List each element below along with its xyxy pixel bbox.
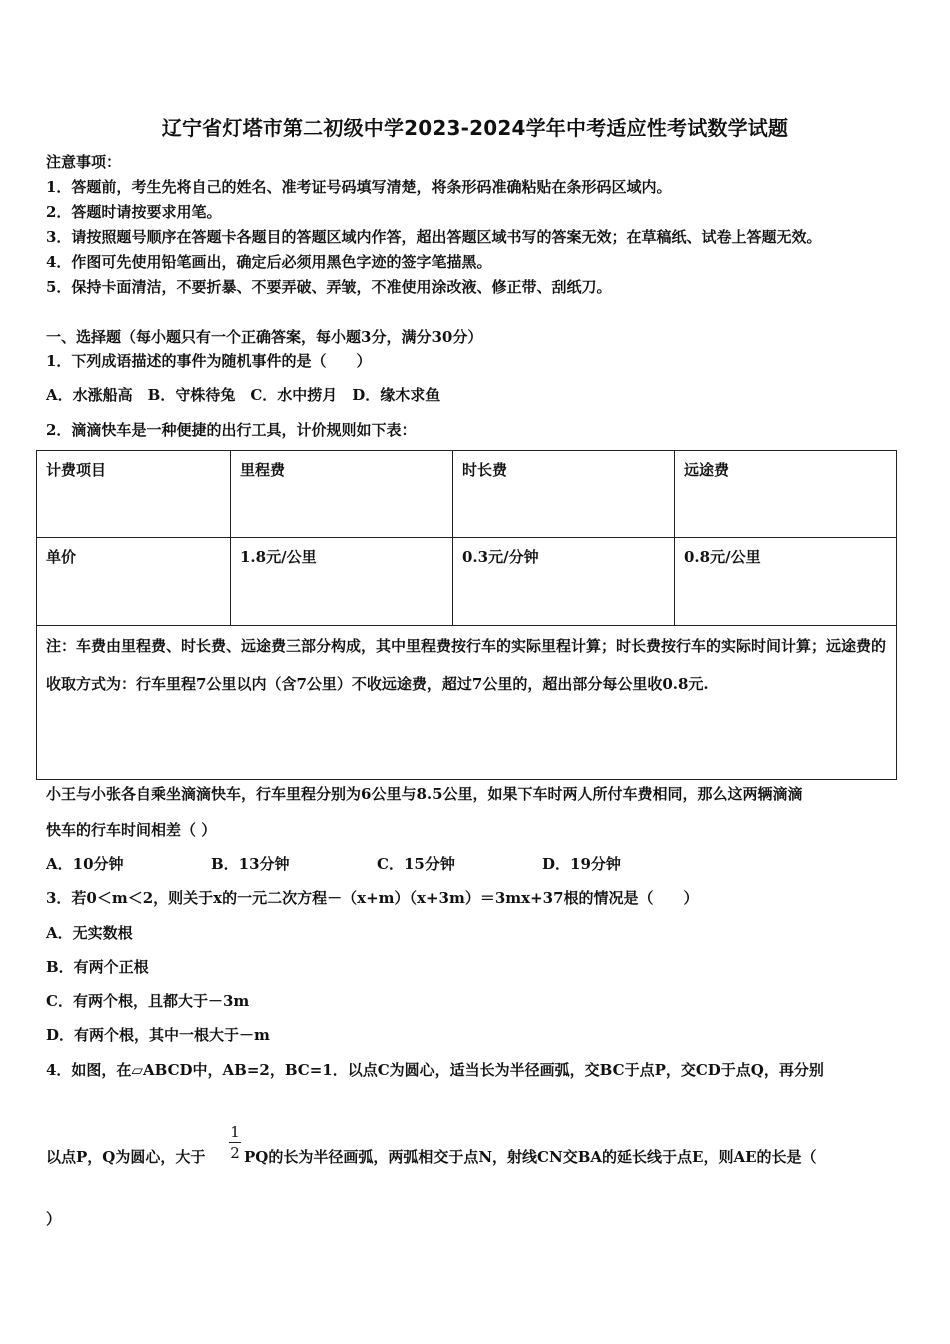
table-cell: 1.8元/公里 [231, 538, 453, 625]
q2-option-c: C．15分钟 [377, 855, 455, 873]
fraction-numerator: 1 [230, 1123, 240, 1141]
notice-item-3: 3．请按照题号顺序在答题卡各题目的答题区域内作答，超出答题区域书写的答案无效；在草稿纸、试卷上答题无效。 [46, 228, 822, 246]
q4-line-3: ） [46, 1210, 62, 1228]
fraction-one-half [229, 1123, 241, 1162]
q4-line-2-prefix: 以点P，Q为圆心，大于 [46, 1148, 206, 1166]
q2-text-line-2: 快车的行车时间相差（ ） [46, 821, 217, 839]
fare-table-note-row [37, 625, 897, 779]
table-cell: 0.8元/公里 [675, 538, 897, 625]
q2-option-a: A．10分钟 [46, 855, 124, 873]
notice-item-5: 5．保持卡面清洁，不要折暴、不要弄破、弄皱，不准使用涂改液、修正带、刮纸刀。 [46, 278, 612, 296]
table-header-cell: 计费项目 [37, 451, 231, 538]
table-note: 注：车费由里程费、时长费、远途费三部分构成，其中里程费按行车的实际里程计算；时长费按行车的实际时间计算；远途费的收取方式为：行车里程7公里以内（含7公里）不收远途费，超过7公里的，超出部分每公里收0.8元. [37, 625, 897, 779]
fraction-denominator: 2 [230, 1144, 240, 1162]
q1-options: A．水涨船高 B．守株待兔 C．水中捞月 D．缘木求鱼 [46, 386, 441, 404]
q3-option-a: A．无实数根 [46, 924, 133, 942]
fare-table-price-row [37, 538, 897, 625]
section-heading: 一、选择题（每小题只有一个正确答案，每小题3分，满分30分） [46, 328, 483, 346]
q2-option-d: D．19分钟 [542, 855, 621, 873]
q3-option-c: C．有两个根，且都大于－3m [46, 992, 250, 1010]
q3-stem: 3．若0＜m＜2，则关于x的一元二次方程－（x+m）（x+3m）＝3mx+37根的情况是（ ） [46, 889, 699, 907]
table-cell: 0.3元/分钟 [453, 538, 675, 625]
table-header-cell: 时长费 [453, 451, 675, 538]
q4-line-1: 4．如图，在▱ABCD中，AB=2，BC=1．以点C为圆心，适当长为半径画弧，交BC于点P，交CD于点Q，再分别 [46, 1061, 824, 1079]
notice-item-4: 4．作图可先使用铅笔画出，确定后必须用黑色字迹的签字笔描黑。 [46, 253, 492, 271]
table-header-cell: 里程费 [231, 451, 453, 538]
q2-text-line-1: 小王与小张各自乘坐滴滴快车，行车里程分别为6公里与8.5公里，如果下车时两人所付车费相同，那么这两辆滴滴 [46, 785, 803, 803]
notice-heading: 注意事项： [46, 153, 122, 171]
fare-table [36, 450, 897, 780]
q2-stem: 2．滴滴快车是一种便捷的出行工具，计价规则如下表： [46, 421, 417, 439]
table-header-cell: 远途费 [675, 451, 897, 538]
fraction-bar [229, 1142, 241, 1143]
notice-item-2: 2．答题时请按要求用笔。 [46, 203, 222, 221]
q1-stem: 1．下列成语描述的事件为随机事件的是（ ） [46, 352, 372, 370]
q2-options [46, 853, 846, 875]
table-cell: 单价 [37, 538, 231, 625]
q3-option-b: B．有两个正根 [46, 958, 149, 976]
page-title: 辽宁省灯塔市第二初级中学2023-2024学年中考适应性考试数学试题 [161, 116, 789, 140]
fare-table-header-row [37, 451, 897, 538]
q2-option-b: B．13分钟 [211, 855, 290, 873]
notice-item-1: 1．答题前，考生先将自己的姓名、准考证号码填写清楚，将条形码准确粘贴在条形码区域内。 [46, 178, 672, 196]
q4-line-2-suffix: PQ的长为半径画弧，两弧相交于点N，射线CN交BA的延长线于点E，则AE的长是（ [244, 1148, 817, 1166]
q3-option-d: D．有两个根，其中一根大于－m [46, 1026, 270, 1044]
